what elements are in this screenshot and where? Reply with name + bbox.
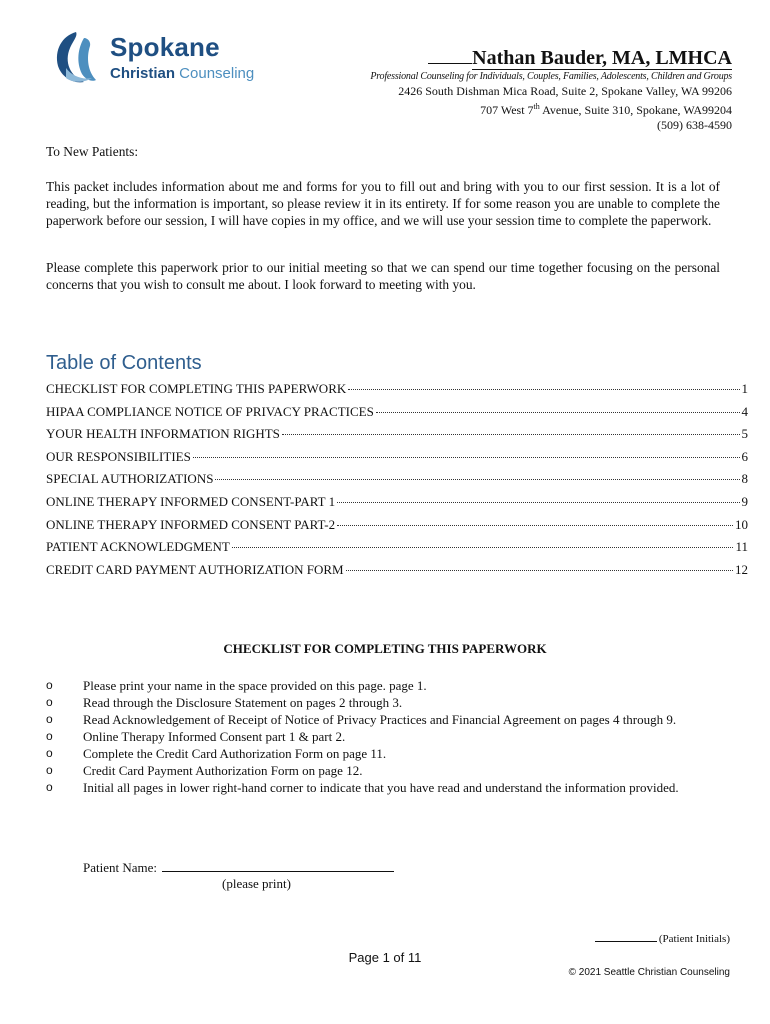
name-underline bbox=[428, 46, 472, 64]
company-logo bbox=[48, 28, 268, 86]
checklist-item: o Read through the Disclosure Statement on pages 2 through 3. bbox=[46, 695, 403, 710]
counselor-name: Nathan Bauder, MA, LMHCA bbox=[370, 46, 732, 70]
toc-entry[interactable]: ONLINE THERAPY INFORMED CONSENT-PART 1 9 bbox=[46, 493, 748, 509]
patient-name-field[interactable] bbox=[162, 860, 394, 872]
bullet-icon: o bbox=[46, 695, 53, 709]
toc-entry[interactable]: CREDIT CARD PAYMENT AUTHORIZATION FORM 12 bbox=[46, 561, 748, 577]
toc-entry[interactable]: SPECIAL AUTHORIZATIONS 8 bbox=[46, 471, 748, 487]
checklist-item: o Read Acknowledgement of Receipt of Notice of Privacy Practices and Financial Agreement on pages 4 through 9. bbox=[46, 712, 677, 727]
copyright-notice: © 2021 Seattle Christian Counseling bbox=[568, 967, 730, 978]
phone-number: (509) 638-4590 bbox=[657, 118, 732, 132]
salutation: To New Patients: bbox=[46, 144, 139, 159]
logo-text-secondary: Christian Counseling bbox=[110, 65, 255, 82]
checklist bbox=[46, 677, 746, 796]
checklist-item: o Online Therapy Informed Consent part 1 & part 2. bbox=[46, 729, 346, 744]
bullet-icon: o bbox=[46, 678, 53, 692]
address-line-2: 707 West 7th Avenue, Suite 310, Spokane, WA99204 bbox=[480, 102, 732, 117]
tagline: Professional Counseling for Individuals, Couples, Families, Adolescents, Children and Groups bbox=[370, 71, 732, 82]
patient-initials-field[interactable] bbox=[595, 933, 657, 942]
bullet-icon: o bbox=[46, 729, 53, 743]
letterhead bbox=[370, 46, 732, 133]
checklist-item: o Please print your name in the space provided on this page. page 1. bbox=[46, 678, 427, 693]
checklist-heading: CHECKLIST FOR COMPLETING THIS PAPERWORK bbox=[223, 641, 547, 656]
bullet-icon: o bbox=[46, 746, 53, 760]
toc-entry[interactable]: CHECKLIST FOR COMPLETING THIS PAPERWORK 1 bbox=[46, 381, 748, 396]
logo-mark-icon bbox=[48, 28, 106, 86]
bullet-icon: o bbox=[46, 763, 53, 777]
address-line-1: 2426 South Dishman Mica Road, Suite 2, Spokane Valley, WA 99206 bbox=[398, 84, 732, 98]
table-of-contents bbox=[46, 381, 748, 584]
patient-name-label: Patient Name: bbox=[83, 860, 158, 875]
intro-paragraph-2: Please complete this paperwork prior to our initial meeting so that we can spend our time together focusing on the personal concerns that you wish to consult me about. I look forward to meeting with you. bbox=[46, 260, 720, 292]
bullet-icon: o bbox=[46, 780, 53, 794]
bullet-icon: o bbox=[46, 712, 53, 726]
intro-paragraph-1: This packet includes information about me and forms for you to fill out and bring with you to our first session. It is a lot of reading, but the information is important, so please review it in its entirety. If for some reason you are unable to complete the paperwork before our session, I will have copies in my office, and we will use your session time to complete the paperwork. bbox=[46, 179, 720, 228]
patient-name-hint: (please print) bbox=[222, 876, 291, 891]
patient-name-row bbox=[83, 859, 394, 876]
toc-entry[interactable]: OUR RESPONSIBILITIES 6 bbox=[46, 448, 748, 464]
checklist-item: o Complete the Credit Card Authorization Form on page 11. bbox=[46, 746, 387, 761]
initials-row bbox=[595, 933, 730, 945]
toc-entry[interactable]: HIPAA COMPLIANCE NOTICE OF PRIVACY PRACTICES 4 bbox=[46, 403, 748, 419]
page-number: Page 1 of 11 bbox=[348, 950, 422, 965]
toc-title: Table of Contents bbox=[46, 352, 202, 374]
toc-entry[interactable]: YOUR HEALTH INFORMATION RIGHTS 5 bbox=[46, 426, 748, 442]
toc-entry[interactable]: PATIENT ACKNOWLEDGMENT 11 bbox=[46, 539, 748, 555]
toc-entry[interactable]: ONLINE THERAPY INFORMED CONSENT PART-2 10 bbox=[46, 516, 748, 532]
checklist-item: o Credit Card Payment Authorization Form on page 12. bbox=[46, 763, 363, 778]
checklist-item: o Initial all pages in lower right-hand corner to indicate that you have read and understand the information provided. bbox=[46, 780, 679, 795]
logo-text-primary: Spokane bbox=[110, 32, 220, 62]
initials-label: (Patient Initials) bbox=[658, 933, 730, 945]
